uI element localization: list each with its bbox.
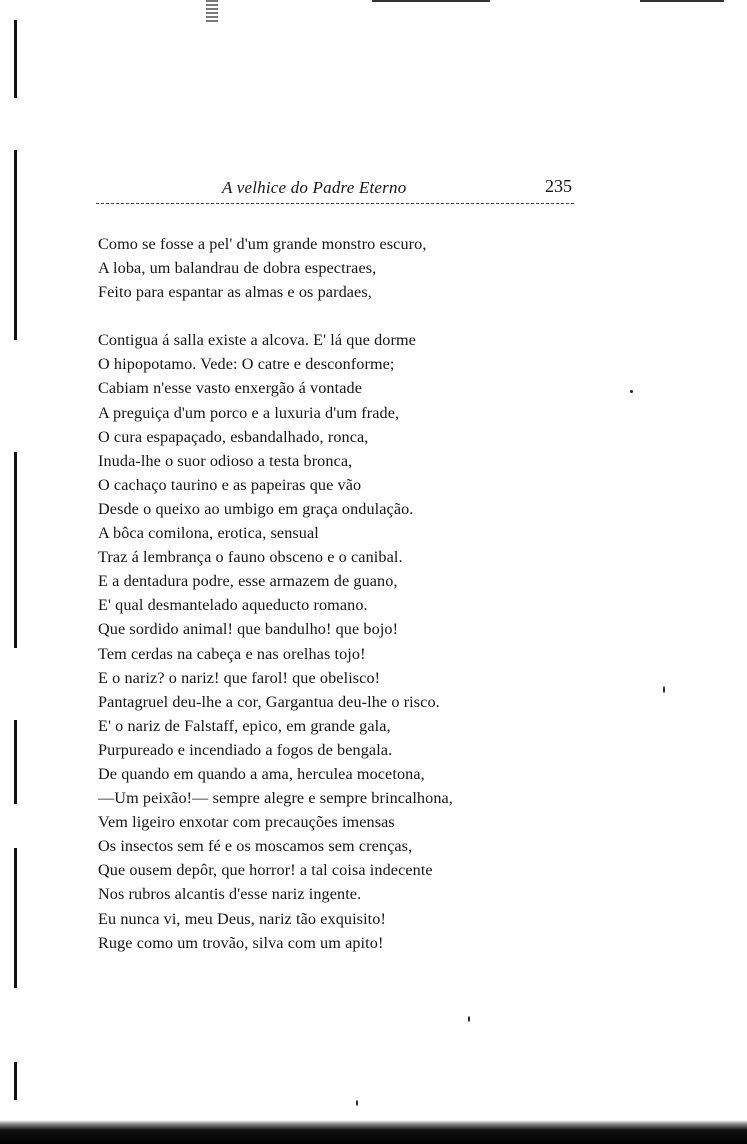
scan-top-line: [372, 0, 490, 2]
scan-speck: [630, 390, 633, 393]
verse-line: Vem ligeiro enxotar com precauções imensas: [98, 813, 395, 832]
header-rule: [96, 203, 574, 204]
verse-line: O hipopotamo. Vede: O catre e desconforme;: [98, 355, 395, 374]
verse-line: Que sordido animal! que bandulho! que bojo!: [98, 620, 399, 639]
verse-line: Contigua á salla existe a alcova. E' lá que dorme: [98, 331, 416, 350]
verse-line: Ruge como um trovão, silva com um apito!: [98, 933, 384, 952]
scan-edge-mark: [14, 150, 17, 340]
verse-line: Que ousem depôr, que horror! a tal coisa indecente: [98, 861, 433, 880]
page-number: 235: [545, 176, 572, 196]
scan-edge-mark: [14, 452, 17, 648]
verse-line: —Um peixão!— sempre alegre e sempre brincalhona,: [98, 789, 453, 808]
verse-line: Feito para espantar as almas e os pardaes,: [98, 283, 372, 302]
running-header: [96, 174, 574, 208]
scan-bottom-edge: [0, 1120, 747, 1144]
verse-line: E' o nariz de Falstaff, epico, em grande gala,: [98, 716, 391, 735]
verse-line: Traz á lembrança o fauno obsceno e o canibal.: [98, 548, 403, 567]
scan-edge-mark: [14, 848, 17, 988]
verse-line: E o nariz? o nariz! que farol! que obelisco!: [98, 668, 381, 687]
verse-line: Desde o queixo ao umbigo em graça ondulação.: [98, 499, 414, 518]
scan-edge-mark: [14, 20, 17, 98]
verse-line: A bôca comilona, erotica, sensual: [98, 524, 319, 543]
verse-line: Inuda-lhe o suor odioso a testa bronca,: [98, 451, 353, 470]
verse-line: De quando em quando a ama, herculea mocetona,: [98, 764, 425, 783]
scan-speck: [468, 1016, 470, 1022]
verse-line: Pantagruel deu-lhe a cor, Gargantua deu-lhe o risco.: [98, 692, 440, 711]
poem-text: [98, 232, 568, 955]
verse-line: Eu nunca vi, meu Deus, nariz tão exquisito!: [98, 909, 386, 928]
verse-line: E' qual desmantelado aqueducto romano.: [98, 596, 368, 615]
verse-line: Nos rubros alcantis d'esse nariz ingente.: [98, 885, 362, 904]
scan-smudge: [206, 0, 218, 22]
stanza: [98, 328, 568, 954]
verse-line: A loba, um balandrau de dobra espectraes,: [98, 259, 377, 278]
verse-line: O cachaço taurino e as papeiras que vão: [98, 475, 362, 494]
verse-line: Cabiam n'esse vasto enxergão á vontade: [98, 379, 362, 398]
verse-line: Tem cerdas na cabeça e nas orelhas tojo!: [98, 644, 366, 663]
verse-line: Como se fosse a pel' d'um grande monstro escuro,: [98, 235, 427, 253]
verse-line: Os insectos sem fé e os moscamos sem crenças,: [98, 837, 413, 856]
verse-line: A preguiça d'um porco e a luxuria d'um frade,: [98, 403, 400, 422]
scan-top-line: [640, 0, 724, 2]
running-title: A velhice do Padre Eterno: [222, 178, 407, 197]
scan-speck: [663, 686, 665, 693]
scan-edge-mark: [14, 1062, 17, 1100]
verse-line: E a dentadura podre, esse armazem de guano,: [98, 572, 398, 591]
stanza: [98, 232, 568, 304]
scan-edge-mark: [14, 720, 17, 804]
verse-line: Purpureado e incendiado a fogos de bengala.: [98, 740, 393, 759]
scan-speck: [356, 1100, 358, 1106]
verse-line: O cura espapaçado, esbandalhado, ronca,: [98, 427, 369, 446]
